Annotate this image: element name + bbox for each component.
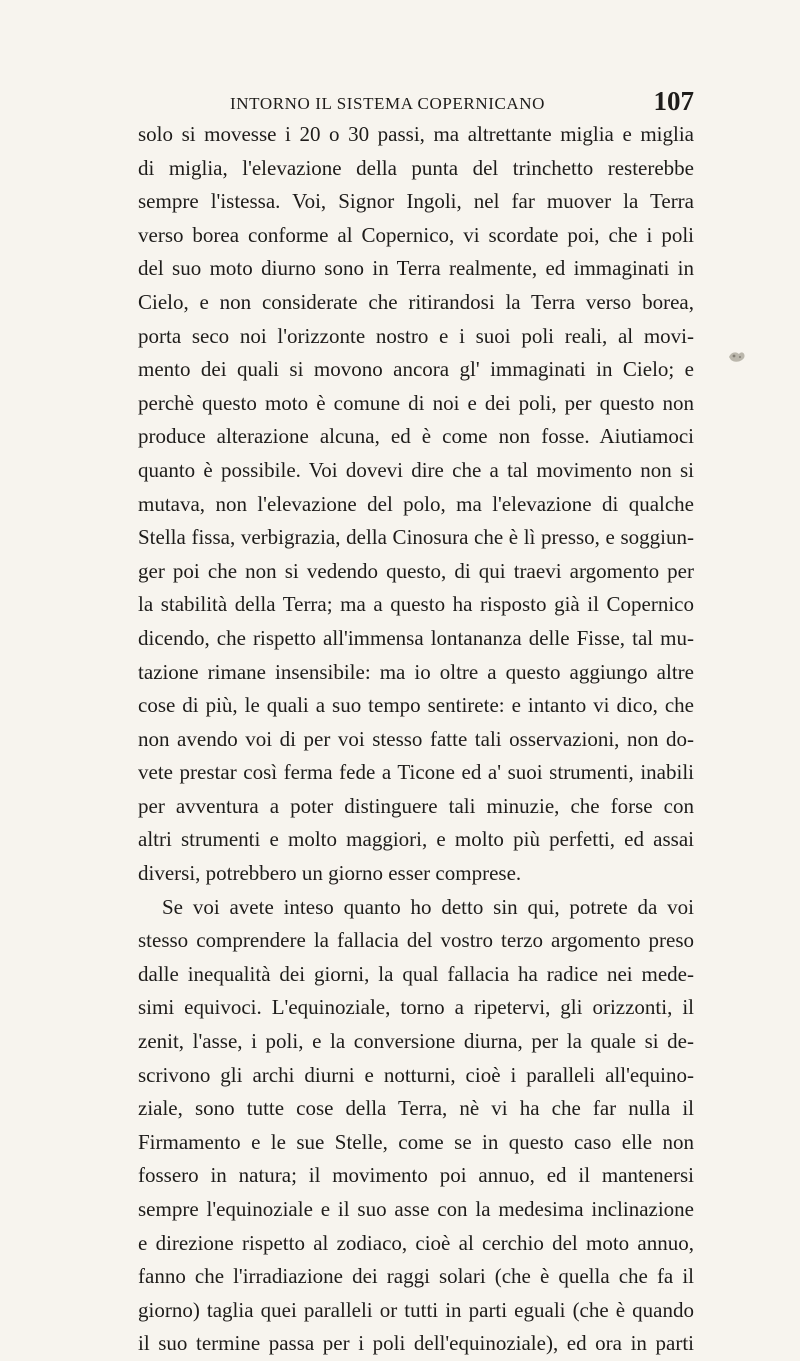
text-line: Stella fissa, verbigrazia, della Cinosura che è lì presso, e soggiun- [138, 525, 694, 550]
text-line: cose di più, le quali a suo tempo sentirete: e intanto vi dico, che [138, 693, 694, 718]
paragraph-start-line: Se voi avete inteso quanto ho detto sin qui, potrete da voi [162, 894, 694, 919]
page-number: 107 [653, 86, 694, 116]
text-line: dicendo, che rispetto all'immensa lontananza delle Fisse, tal mu- [138, 625, 694, 650]
text-line: simi equivoci. L'equinoziale, torno a ripetervi, gli orizzonti, il [138, 995, 694, 1020]
text-line: del suo moto diurno sono in Terra realmente, ed immaginati in [138, 256, 694, 281]
text-line: la stabilità della Terra; ma a questo ha risposto già il Copernico [138, 592, 694, 617]
text-line: vete prestar così ferma fede a Ticone ed a' suoi strumenti, inabili [138, 760, 694, 785]
text-line: fossero in natura; il movimento poi annuo, ed il mantenersi [138, 1163, 694, 1188]
text-line: scrivono gli archi diurni e notturni, cioè i paralleli all'equino- [138, 1062, 694, 1087]
text-line: per avventura a poter distinguere tali minuzie, che forse con [138, 793, 694, 818]
text-line: solo si movesse i 20 o 30 passi, ma altrettante miglia e miglia [138, 122, 694, 146]
text-line: mento dei quali si movono ancora gl' immaginati in Cielo; e [138, 357, 694, 382]
running-head: INTORNO IL SISTEMA COPERNICANO [230, 94, 546, 113]
text-line: dalle inequalità dei giorni, la qual fallacia ha radice nei mede- [138, 961, 694, 986]
text-line: giorno) taglia quei paralleli or tutti in parti eguali (che è quando [138, 1297, 694, 1322]
text-line: Firmamento e le sue Stelle, come se in questo caso elle non [138, 1129, 694, 1154]
text-line: mutava, non l'elevazione del polo, ma l'elevazione di qualche [138, 491, 694, 516]
text-line: altri strumenti e molto maggiori, e molto più perfetti, ed assai [138, 827, 694, 852]
text-line: di miglia, l'elevazione della punta del trinchetto resterebbe [138, 155, 694, 180]
text-line: fanno che l'irradiazione dei raggi solari (che è quella che fa il [138, 1264, 694, 1289]
text-line: quanto è possibile. Voi dovevi dire che a tal movimento non si [138, 457, 694, 482]
text-line: porta seco noi l'orizzonte nostro e i suoi poli reali, al movi- [138, 323, 694, 348]
text-line: produce alterazione alcuna, ed è come non fosse. Aiutiamoci [138, 424, 694, 449]
text-line: tazione rimane insensibile: ma io oltre a questo aggiungo altre [138, 659, 694, 684]
body-text [138, 118, 694, 1361]
text-line: e direzione rispetto al zodiaco, cioè al cerchio del moto annuo, [138, 1230, 694, 1255]
text-line: sempre l'equinoziale e il suo asse con la medesima inclinazione [138, 1197, 694, 1221]
text-line: perchè questo moto è comune di noi e dei poli, per questo non [138, 390, 694, 415]
text-line: verso borea conforme al Copernico, vi scordate poi, che i poli [138, 222, 694, 247]
paragraph-end-line: diversi, potrebbero un giorno esser comprese. [138, 861, 522, 886]
text-line: ziale, sono tutte cose della Terra, nè vi ha che far nulla il [138, 1096, 694, 1121]
text-line: ger poi che non si vedendo questo, di qui traevi argomento per [138, 558, 694, 583]
page-header [138, 86, 694, 120]
text-line: non avendo voi di per voi stesso fatte tali osservazioni, non do- [138, 726, 694, 751]
text-line: Cielo, e non considerate che ritirandosi la Terra verso borea, [138, 289, 694, 314]
text-line: il suo termine passa per i poli dell'equinoziale), ed ora in parti [138, 1331, 694, 1356]
text-line: stesso comprendere la fallacia del vostro terzo argomento preso [138, 928, 694, 953]
text-line: sempre l'istessa. Voi, Signor Ingoli, nel far muover la Terra [138, 189, 694, 214]
ink-smudge [727, 348, 747, 364]
text-line: zenit, l'asse, i poli, e la conversione diurna, per la quale si de- [138, 1029, 694, 1054]
